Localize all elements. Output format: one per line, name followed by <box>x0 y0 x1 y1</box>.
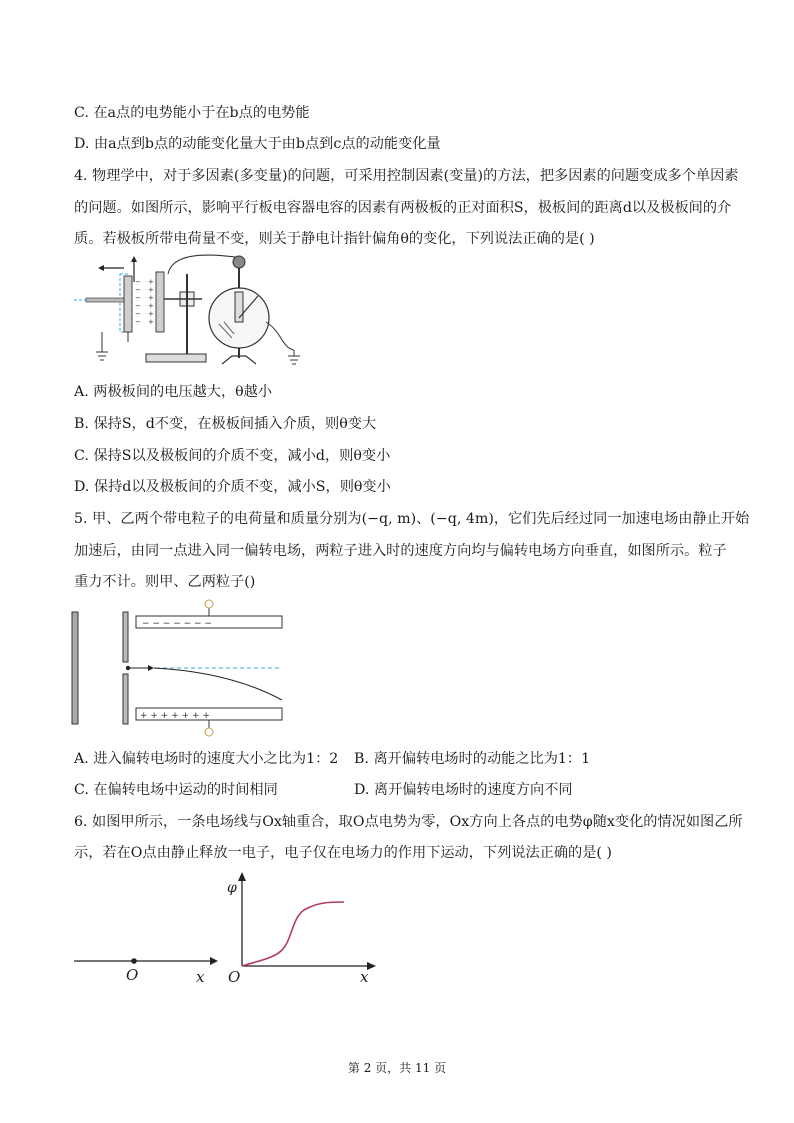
q5-stem-line-1: 5. 甲、乙两个带电粒子的电荷量和质量分别为(−q, m)、(−q, 4m)，它们先后经过同一加速电场由静止开始 <box>74 511 750 527</box>
q5-option-c: C. 在偏转电场中运动的时间相同 <box>74 782 278 798</box>
bottom-plate-signs: + + + + + + + <box>140 711 210 721</box>
svg-text:+: + <box>148 310 154 318</box>
svg-text:−: − <box>135 294 141 302</box>
q3-option-c: C. 在a点的电势能小于在b点的电势能 <box>74 105 310 121</box>
svg-text:+: + <box>148 278 154 286</box>
q4-option-d: D. 保持d以及极板间的介质不变，减小S，则θ变小 <box>74 479 391 495</box>
q6-stem-line-2: 示，若在O点由静止释放一电子，电子仅在电场力的作用下运动，下列说法正确的是( ) <box>74 845 612 861</box>
q3-option-d: D. 由a点到b点的动能变化量大于由b点到c点的动能变化量 <box>74 136 441 152</box>
q5-stem-line-2: 加速后，由同一点进入同一偏转电场，两粒子进入时的速度方向均与偏转电场方向垂直，如图所示。粒子 <box>74 543 727 559</box>
q5-stem-line-3: 重力不计。则甲、乙两粒子() <box>74 574 256 590</box>
svg-text:+: + <box>148 286 154 294</box>
svg-text:+: + <box>148 302 154 310</box>
field-line-x-label: x <box>196 968 205 984</box>
field-line-origin-label: O <box>126 966 139 984</box>
q4-stem-line-1: 4. 物理学中，对于多因素(多变量)的问题，可采用控制因素(变量)的方法，把多因素的问题变成多个单因素 <box>74 168 739 184</box>
q5-option-d: D. 离开偏转电场时的速度方向不同 <box>354 782 573 798</box>
deflection-field-figure <box>70 598 290 738</box>
potential-axis-label: φ <box>227 880 237 896</box>
q4-stem-line-2: 的问题。如图所示，影响平行板电容器电容的因素有两极板的正对面积S，极板间的距离d以及极板间的介 <box>74 200 732 216</box>
potential-graph <box>222 870 382 986</box>
svg-text:−: − <box>135 278 141 286</box>
svg-text:−: − <box>135 286 141 294</box>
q4-option-a: A. 两极板间的电压越大，θ越小 <box>74 384 273 400</box>
page-footer: 第 2 页，共 11 页 <box>347 1061 447 1075</box>
q4-option-c: C. 保持S以及极板间的介质不变，减小d，则θ变小 <box>74 448 391 464</box>
graph-origin-label: O <box>228 968 241 986</box>
top-plate-signs: − − − − − − − <box>142 619 212 629</box>
graph-x-axis-label: x <box>360 968 369 986</box>
svg-text:−: − <box>135 310 141 318</box>
q5-option-b: B. 离开偏转电场时的动能之比为1：1 <box>354 751 591 767</box>
q4-stem-line-3: 质。若极板所带电荷量不变，则关于静电计指针偏角θ的变化，下列说法正确的是( ) <box>74 231 595 247</box>
q5-option-a: A. 进入偏转电场时的速度大小之比为1：2 <box>74 751 339 767</box>
capacitor-electrometer-figure <box>72 252 312 370</box>
svg-text:+: + <box>148 294 154 302</box>
q4-option-b: B. 保持S，d不变，在极板间插入介质，则θ变大 <box>74 416 377 432</box>
svg-text:−: − <box>135 318 141 326</box>
field-line-figure <box>72 944 222 984</box>
svg-text:−: − <box>135 302 141 310</box>
potential-curve <box>242 902 344 966</box>
svg-text:+: + <box>148 318 154 326</box>
q6-stem-line-1: 6. 如图甲所示，一条电场线与Ox轴重合，取O点电势为零，Ox方向上各点的电势φ随x变化的情况如图乙所 <box>74 814 743 830</box>
